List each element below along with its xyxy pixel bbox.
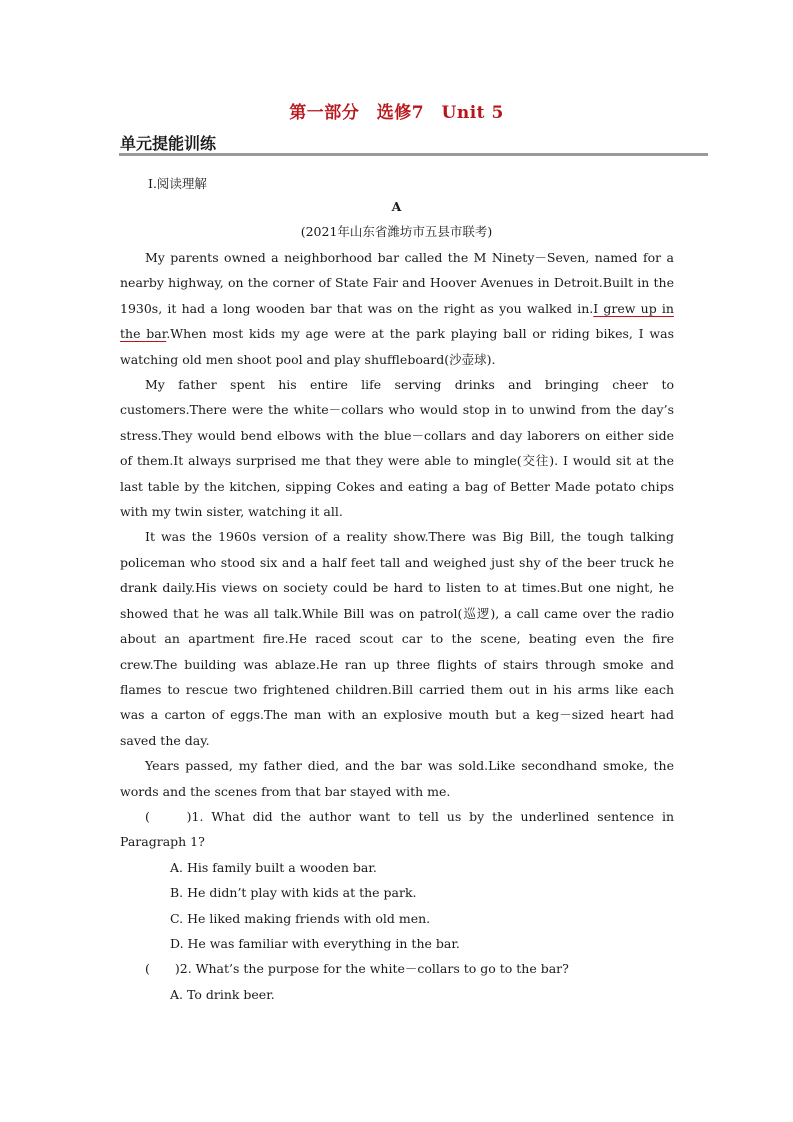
paragraph-1-text-b: .When most kids my age were at the park playing ball or riding bikes, I was watching old men shoot pool and play shuffleboard(沙壶球). bbox=[120, 326, 674, 367]
paragraph-3: It was the 1960s version of a reality show.There was Big Bill, the tough talking policeman who stood six and a half feet tall and weighed just shy of the beer truck he drank daily.His views on society could be hard to listen to at times.But one night, he showed that he was all talk.While Bill was on patrol(巡逻), a call came over the radio about an apartment fire.He raced scout car to the scene, beating even the fire crew.The building was ablaze.He ran up three flights of stairs through smoke and flames to rescue two frightened children.Bill carried them out in his arms like each was a carton of eggs.The man with an explosive mouth but a keg－sized heart had saved the day. bbox=[120, 529, 674, 748]
question-1-option-a: A. His family built a wooden bar. bbox=[170, 859, 377, 875]
paragraph-1-text-a: My parents owned a neighborhood bar called the M Ninety－Seven, named for a nearby highway, on the corner of State Fair and Hoover Avenues in Detroit.Built in the 1930s, it had a long wooden bar that was on the right as you walked in. bbox=[120, 250, 674, 316]
paragraph-1 bbox=[120, 245, 674, 372]
question-2-option-a: A. To drink beer. bbox=[170, 986, 275, 1002]
passage-body bbox=[120, 245, 674, 1007]
part-heading: Ⅰ.阅读理解 bbox=[148, 176, 207, 191]
underlined-sentence: I grew up in the bar bbox=[120, 300, 674, 342]
section-title: 单元提能训练 bbox=[120, 134, 217, 153]
paragraph-2: My father spent his entire life serving drinks and bringing cheer to customers.There were the white－collars who would stop in to unwind from the day’s stress.They would bend elbows with the blue－collars and day laborers on either side of them.It always surprised me that they were able to mingle(交往). I would sit at the last table by the kitchen, sipping Cokes and eating a bag of Better Made potato chips with my twin sister, watching it all. bbox=[120, 377, 674, 520]
question-1-option-b: B. He didn’t play with kids at the park. bbox=[170, 885, 417, 901]
question-1-option-d: D. He was familiar with everything in the bar. bbox=[170, 935, 460, 951]
paragraph-4: Years passed, my father died, and the bar was sold.Like secondhand smoke, the words and the scenes from that bar stayed with me. bbox=[120, 758, 674, 799]
title-divider bbox=[119, 153, 708, 156]
page-title: 第一部分 选修7 Unit 5 bbox=[289, 103, 504, 123]
question-2-stem: ( )2. What’s the purpose for the white－collars to go to the bar? bbox=[145, 961, 569, 977]
question-1-stem: ( )1. What did the author want to tell us by the underlined sentence in Paragraph 1? bbox=[120, 808, 674, 850]
passage-label: A bbox=[391, 199, 402, 214]
question-1-option-c: C. He liked making friends with old men. bbox=[170, 910, 431, 926]
passage-source: (2021年山东省潍坊市五县市联考) bbox=[300, 224, 493, 239]
